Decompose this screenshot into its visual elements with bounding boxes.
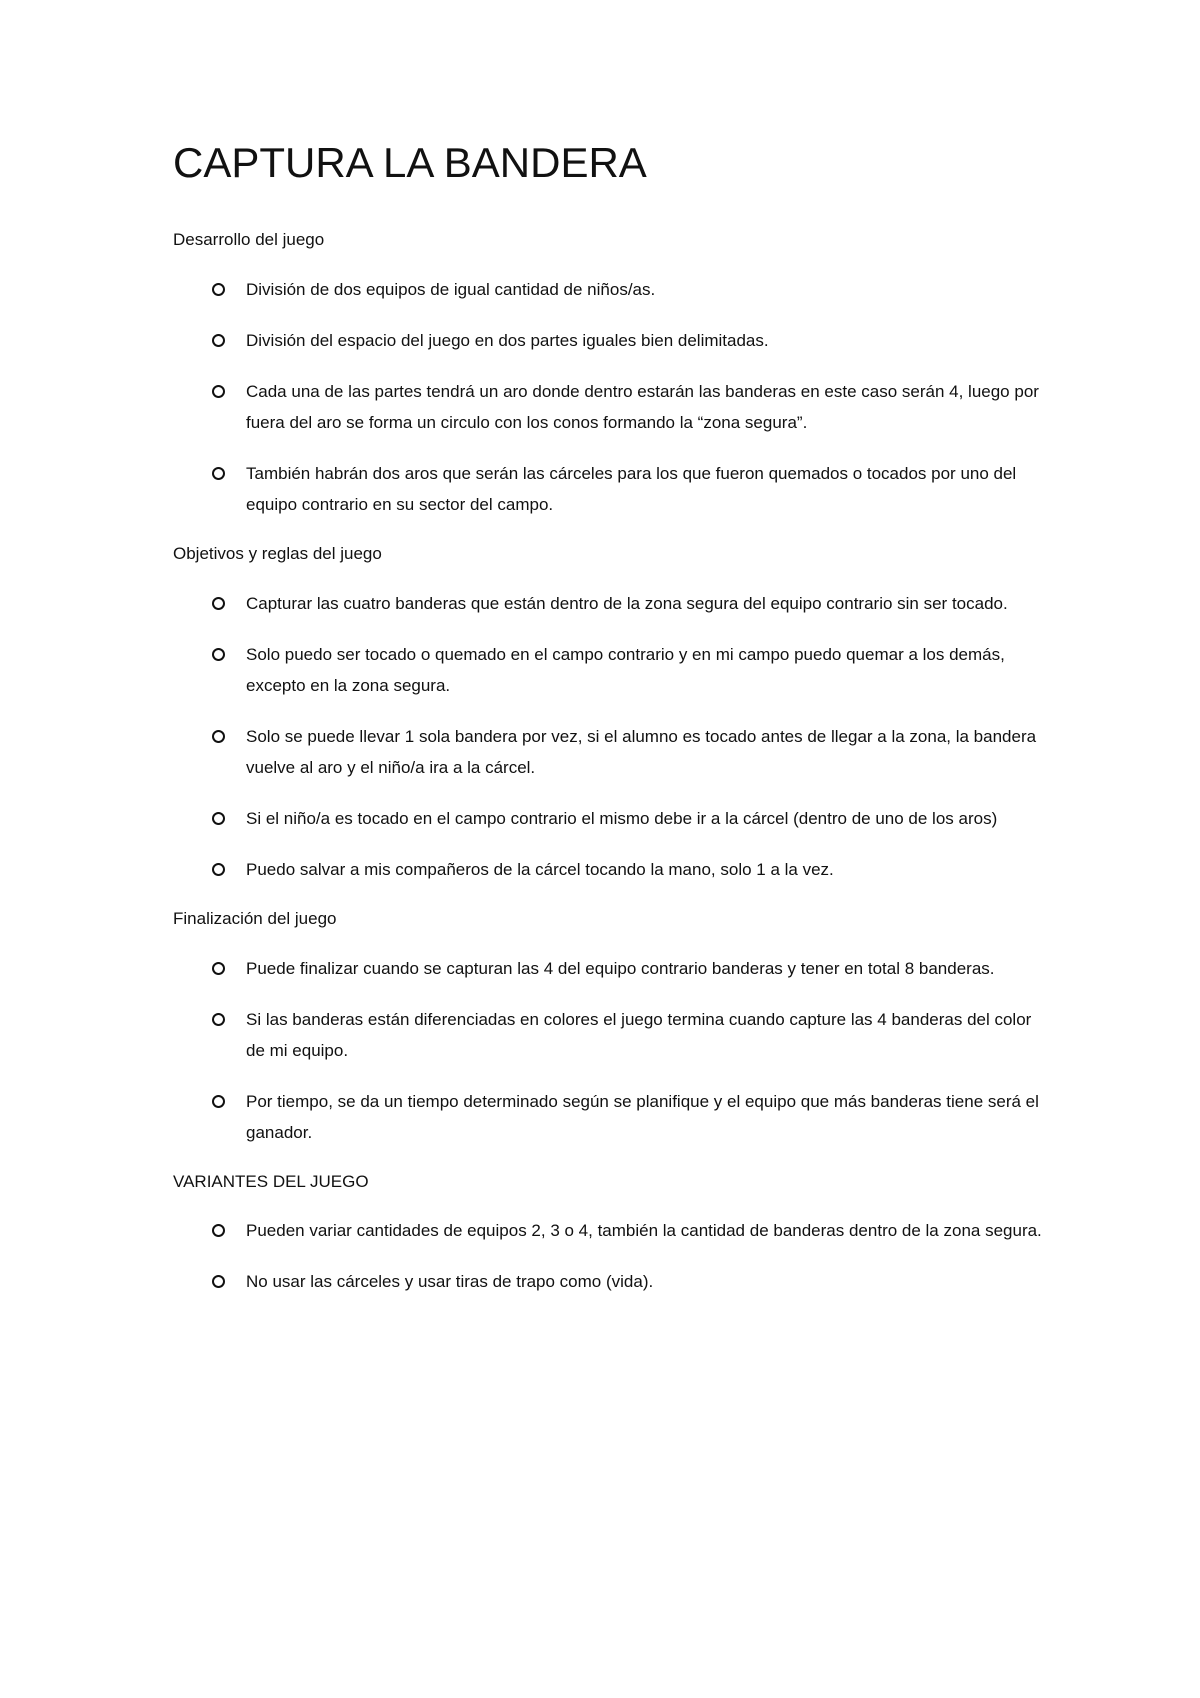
- list-item: [173, 1004, 1053, 1066]
- section-heading-desarrollo: Desarrollo del juego: [173, 230, 325, 250]
- document-page: [173, 140, 1053, 1319]
- bullet-list-finalizacion: [173, 953, 1053, 1148]
- list-item-text: También habrán dos aros que serán las cárceles para los que fueron quemados o tocados por uno del equipo contrario en su sector del campo.: [246, 463, 1017, 514]
- list-item: [173, 803, 1053, 834]
- bullet-list-variantes: [173, 1215, 1053, 1297]
- list-item: [173, 953, 1053, 984]
- circle-bullet-icon: [212, 648, 225, 661]
- list-item: [173, 854, 1053, 885]
- section-heading-objetivos: Objetivos y reglas del juego: [173, 543, 382, 563]
- circle-bullet-icon: [212, 1095, 225, 1108]
- list-item-text: División del espacio del juego en dos partes iguales bien delimitadas.: [246, 330, 769, 350]
- circle-bullet-icon: [212, 334, 225, 347]
- circle-bullet-icon: [212, 1013, 225, 1026]
- list-item: [173, 274, 1053, 305]
- bullet-list-objetivos: [173, 588, 1053, 885]
- list-item-text: No usar las cárceles y usar tiras de trapo como (vida).: [246, 1272, 654, 1292]
- bullet-list-desarrollo: [173, 274, 1053, 520]
- list-item-text: Capturar las cuatro banderas que están dentro de la zona segura del equipo contrario sin ser tocado.: [246, 593, 1008, 613]
- circle-bullet-icon: [212, 863, 225, 876]
- list-item: [173, 1086, 1053, 1148]
- document-title: CAPTURA LA BANDERA: [173, 139, 647, 186]
- circle-bullet-icon: [212, 467, 225, 480]
- list-item: [173, 639, 1053, 701]
- circle-bullet-icon: [212, 597, 225, 610]
- list-item-text: Por tiempo, se da un tiempo determinado según se planifique y el equipo que más banderas tiene será el ganador.: [246, 1091, 1039, 1142]
- list-item: [173, 325, 1053, 356]
- list-item: [173, 1266, 1053, 1297]
- list-item-text: Si las banderas están diferenciadas en colores el juego termina cuando capture las 4 banderas del color de mi equipo.: [246, 1009, 1032, 1060]
- section-heading-finalizacion: Finalización del juego: [173, 908, 337, 928]
- list-item: [173, 376, 1053, 438]
- section-heading-variantes: VARIANTES DEL JUEGO: [173, 1171, 369, 1191]
- list-item-text: Solo puedo ser tocado o quemado en el campo contrario y en mi campo puedo quemar a los demás, excepto en la zona segura.: [246, 644, 1005, 695]
- list-item-text: Puede finalizar cuando se capturan las 4 del equipo contrario banderas y tener en total 8 banderas.: [246, 958, 995, 978]
- list-item: [173, 1215, 1053, 1246]
- circle-bullet-icon: [212, 730, 225, 743]
- list-item-text: Solo se puede llevar 1 sola bandera por vez, si el alumno es tocado antes de llegar a la zona, la bandera vuelve al aro y el niño/a ira a la cárcel.: [246, 726, 1037, 777]
- circle-bullet-icon: [212, 962, 225, 975]
- list-item: [173, 458, 1053, 520]
- list-item-text: Cada una de las partes tendrá un aro donde dentro estarán las banderas en este caso serán 4, luego por fuera del aro se forma un circulo con los conos formando la “zona segura”.: [246, 381, 1039, 432]
- circle-bullet-icon: [212, 283, 225, 296]
- circle-bullet-icon: [212, 385, 225, 398]
- circle-bullet-icon: [212, 1275, 225, 1288]
- circle-bullet-icon: [212, 1224, 225, 1237]
- list-item: [173, 588, 1053, 619]
- list-item: [173, 721, 1053, 783]
- list-item-text: Pueden variar cantidades de equipos 2, 3 o 4, también la cantidad de banderas dentro de la zona segura.: [246, 1221, 1042, 1241]
- circle-bullet-icon: [212, 812, 225, 825]
- list-item-text: Puedo salvar a mis compañeros de la cárcel tocando la mano, solo 1 a la vez.: [246, 859, 834, 879]
- list-item-text: División de dos equipos de igual cantidad de niños/as.: [246, 279, 656, 299]
- list-item-text: Si el niño/a es tocado en el campo contrario el mismo debe ir a la cárcel (dentro de uno de los aros): [246, 808, 998, 828]
